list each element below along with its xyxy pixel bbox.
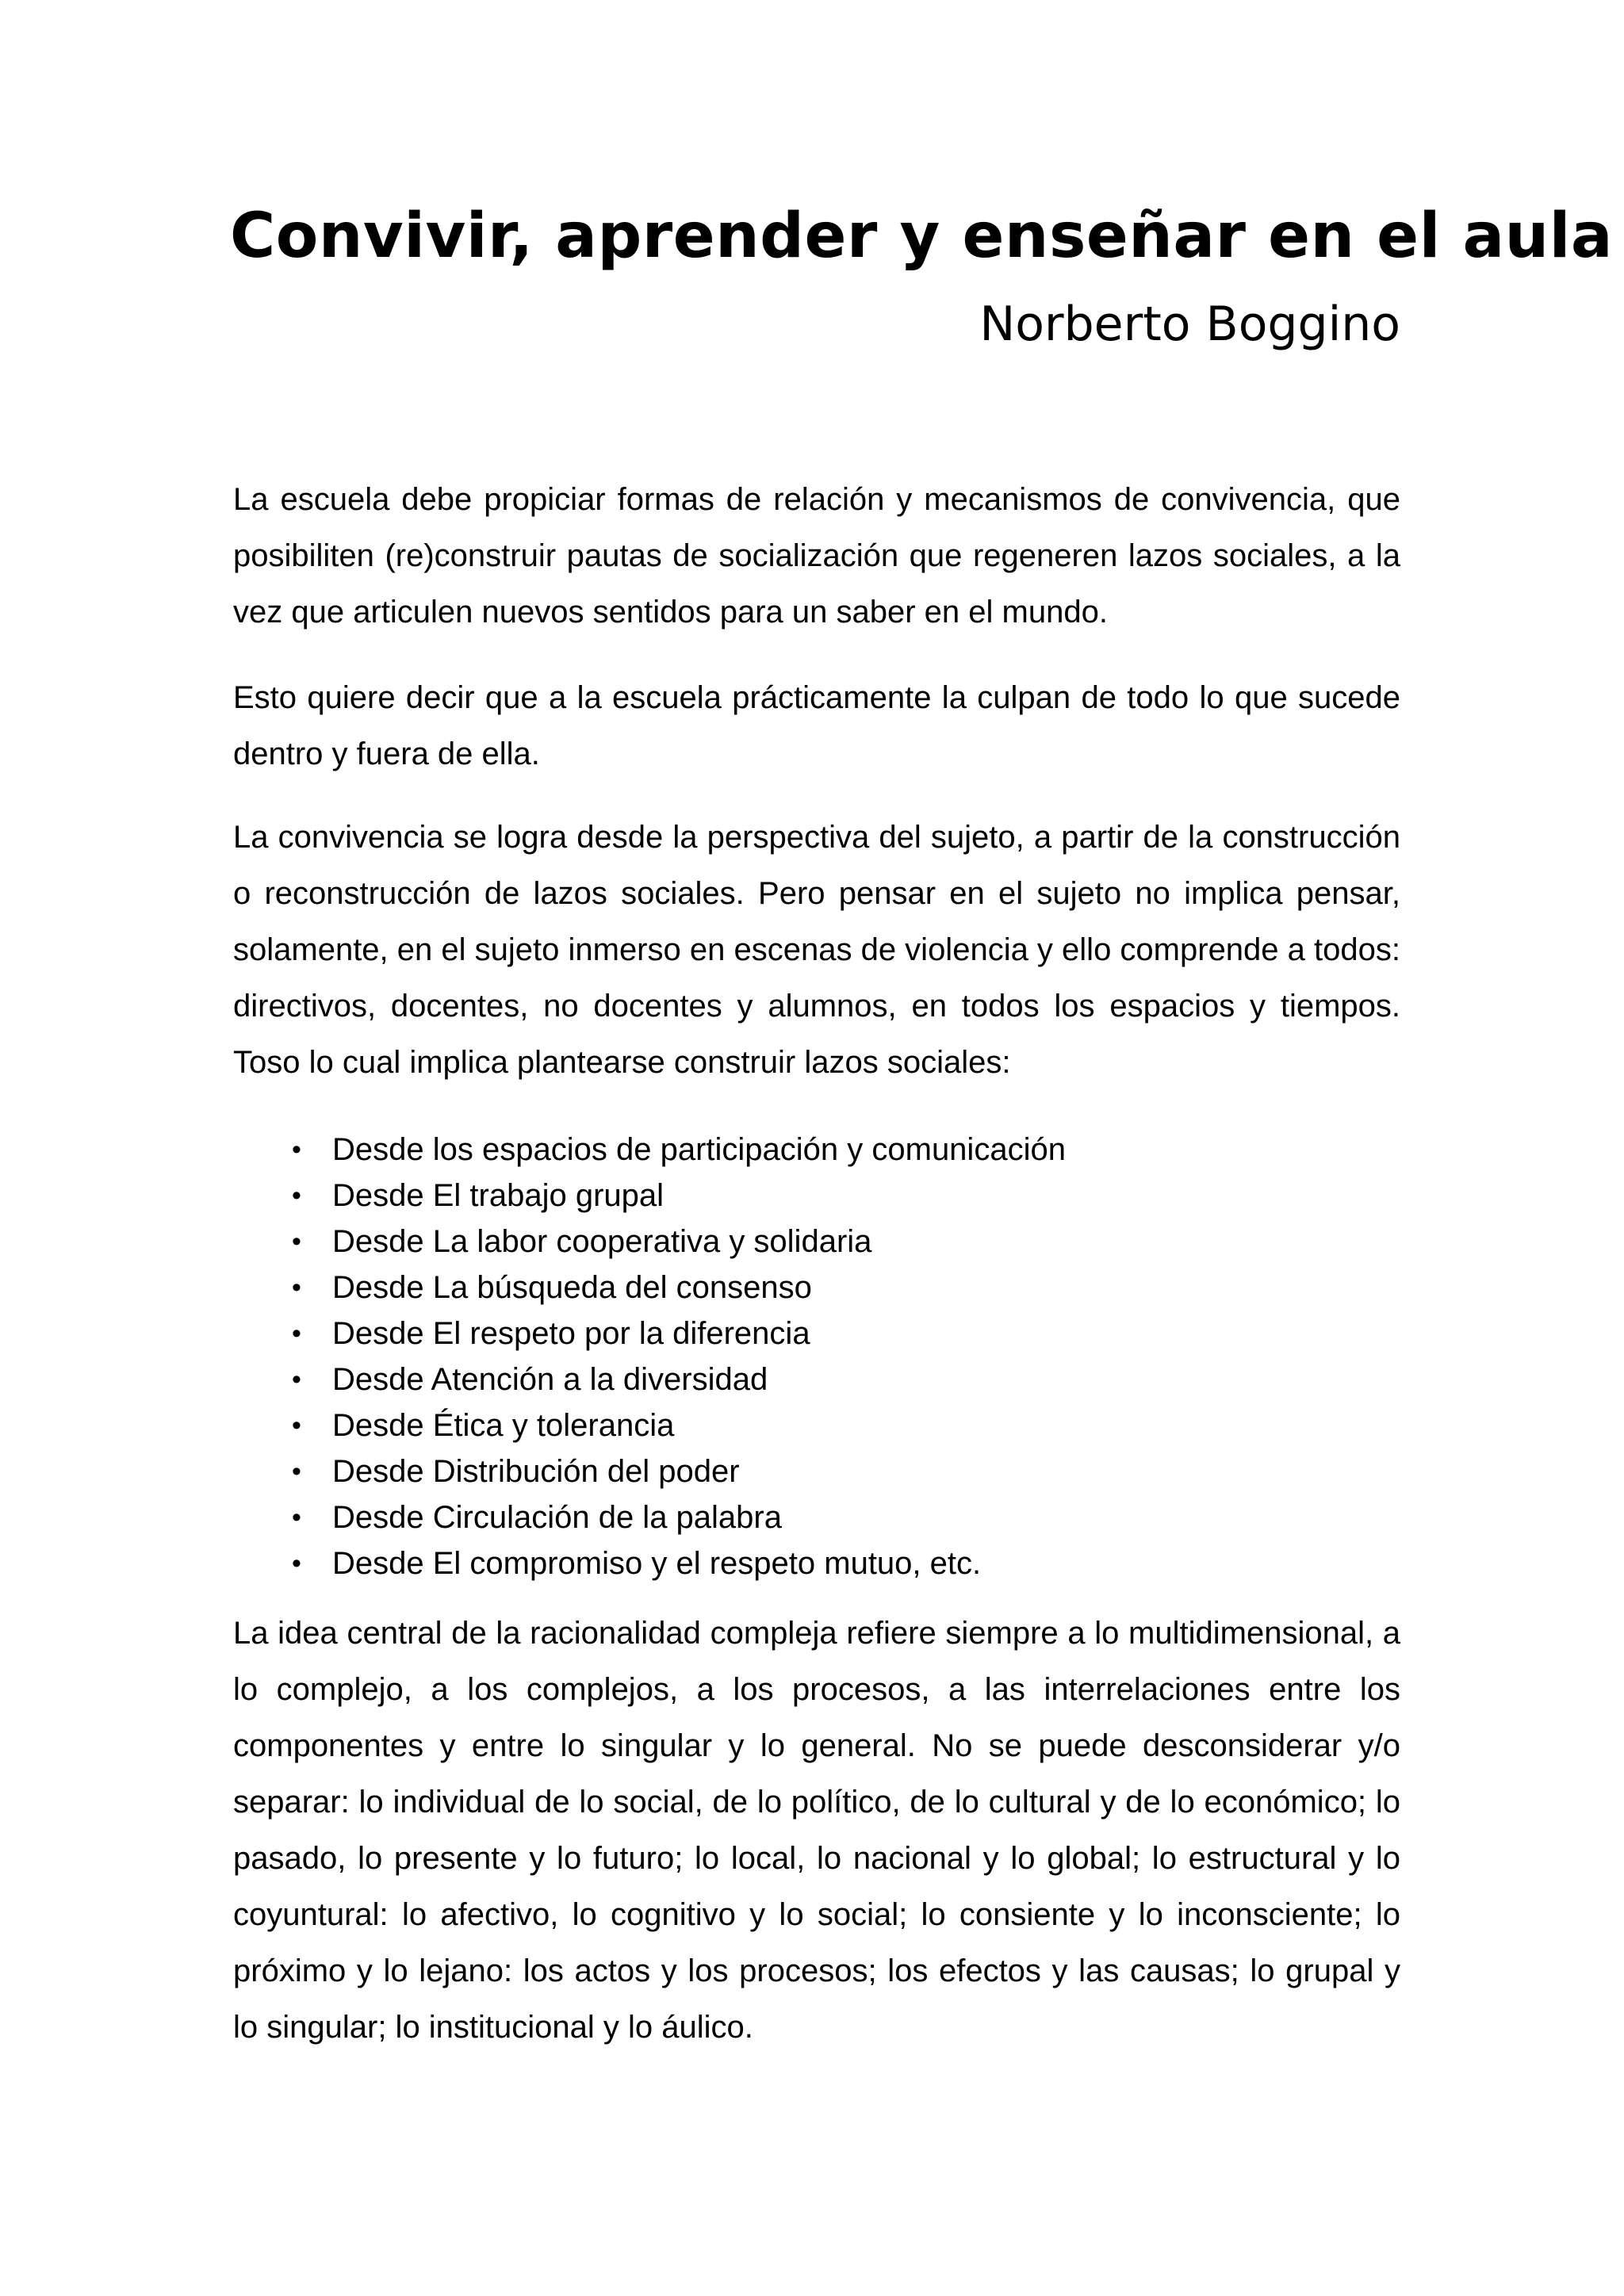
paragraph-3: La convivencia se logra desde la perspectiva del sujeto, a partir de la construcción o reconstrucción de lazos sociales. Pero pensar en el sujeto no implica pensar, solamente, en el sujeto inmerso en escenas de violencia y ello comprende a todos: directivos, docentes, no docentes y alumnos, en todos los espacios y tiempos. Toso lo cual implica plantearse construir lazos sociales:: [233, 820, 1400, 1080]
bullet-icon: •: [292, 1226, 301, 1257]
list-item: [233, 1357, 1400, 1402]
bullet-icon: •: [292, 1456, 301, 1487]
list-item: [233, 1265, 1400, 1311]
list-item: [233, 1311, 1400, 1357]
list-item-text: Desde El respeto por la diferencia: [332, 1316, 810, 1351]
list-item: [233, 1219, 1400, 1265]
document-author: Norberto Boggino: [979, 297, 1400, 352]
list-item: [233, 1402, 1400, 1448]
bullet-icon: •: [292, 1502, 301, 1533]
paragraph-4: La idea central de la racionalidad compleja refiere siempre a lo multidimensional, a lo complejo, a los complejos, a los procesos, a las interrelaciones entre los componentes y entre lo singular y lo general. No se puede desconsiderar y/o separar: lo individual de lo social, de lo político, de lo cultural y de lo económico; lo pasado, lo presente y lo futuro; lo local, lo nacional y lo global; lo estructural y lo coyuntural: lo afectivo, lo cognitivo y lo social; lo consiente y lo inconsciente; lo próximo y lo lejano: los actos y los procesos; los efectos y las causas; lo grupal y lo singular; lo institucional y lo áulico.: [233, 1616, 1400, 2045]
list-item: [233, 1494, 1400, 1540]
bullet-icon: •: [292, 1135, 301, 1165]
paragraph-2: Esto quiere decir que a la escuela prácticamente la culpan de todo lo que sucede dentro y fuera de ella.: [233, 680, 1400, 771]
list-item-text: Desde La búsqueda del consenso: [332, 1270, 812, 1305]
list-item-text: Desde El trabajo grupal: [332, 1178, 665, 1213]
list-item-text: Desde La labor cooperativa y solidaria: [332, 1224, 872, 1259]
list-item-text: Desde Atención a la diversidad: [332, 1362, 768, 1397]
bullet-list: [233, 1127, 1400, 1586]
bullet-icon: •: [292, 1410, 301, 1441]
bullet-icon: •: [292, 1272, 301, 1303]
list-item-text: Desde los espacios de participación y comunicación: [332, 1132, 1066, 1167]
bullet-icon: •: [292, 1181, 301, 1211]
document-title: Convivir, aprender y enseñar en el aula: [230, 201, 1613, 272]
bullet-icon: •: [292, 1364, 301, 1395]
bullet-icon: •: [292, 1318, 301, 1349]
list-item-text: Desde El compromiso y el respeto mutuo, etc.: [332, 1546, 982, 1581]
list-item: [233, 1448, 1400, 1494]
paragraph-1: La escuela debe propiciar formas de relación y mecanismos de convivencia, que posibiliten (re)construir pautas de socialización que regeneren lazos sociales, a la vez que articulen nuevos sentidos para un saber en el mundo.: [233, 482, 1400, 629]
list-item-text: Desde Ética y tolerancia: [332, 1408, 675, 1443]
list-item-text: Desde Circulación de la palabra: [332, 1500, 782, 1535]
list-item: [233, 1540, 1400, 1586]
list-item: [233, 1127, 1400, 1173]
list-item-text: Desde Distribución del poder: [332, 1454, 740, 1489]
list-item: [233, 1173, 1400, 1219]
bullet-icon: •: [292, 1548, 301, 1578]
